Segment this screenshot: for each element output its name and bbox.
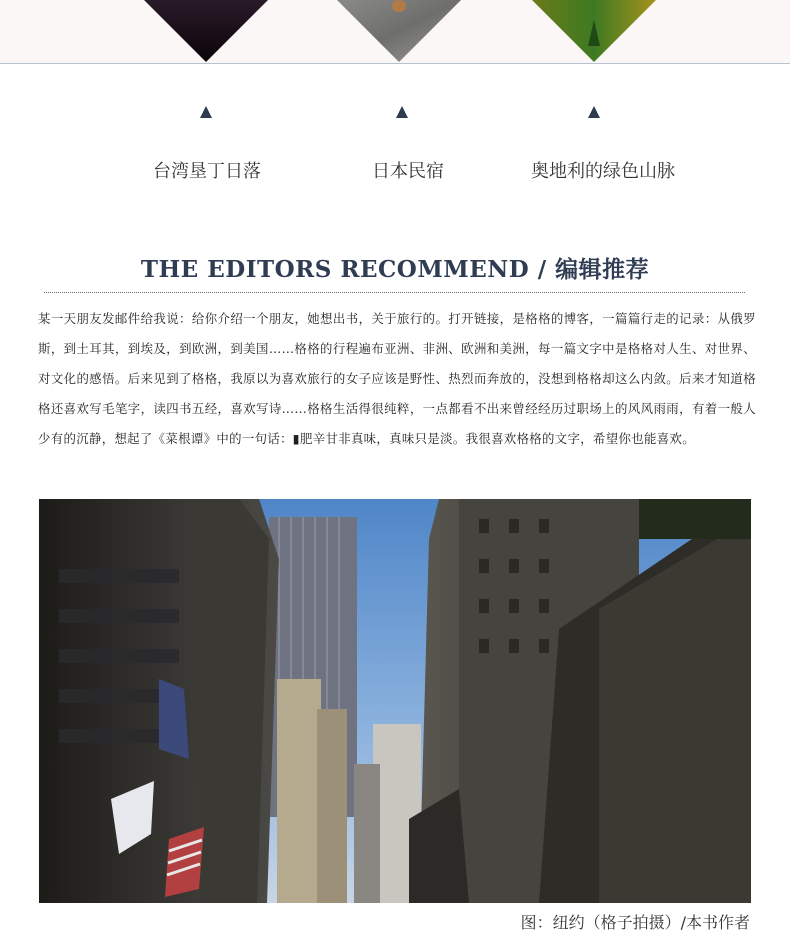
arrow-up-icon bbox=[396, 106, 408, 118]
caption-kenting-sunset: 台湾垦丁日落 bbox=[153, 161, 261, 182]
dotted-divider bbox=[44, 292, 745, 293]
caption-japan-inn: 日本民宿 bbox=[372, 161, 444, 182]
recommendation-text: 某一天朋友发邮件给我说：给你介绍一个朋友，她想出书，关于旅行的。打开链接，是格格的博客，一篇篇行走的记录：从俄罗斯，到土耳其，到埃及，到欧洲，到美国……格格的行程遍布亚洲、非洲、欧洲和美洲，每一篇文字中是格格对人生、对世界、对文化的感悟。后来见到了格格，我原以为喜欢旅行的女子应该是野性、热烈而奔放的，没想到格格却这么内敛。后来才知道格格还喜欢写毛笔字，读四书五经，喜欢写诗……格格生活得很纯粹，一点都看不出来曾经经历过职场上的风风雨雨，有着一般人少有的沉静，想起了《菜根谭》中的一句话：▮肥辛甘非真味，真味只是淡。我很喜欢格格的文字，希望你也能喜欢。 bbox=[38, 311, 756, 446]
photo-caption: 图：纽约（格子拍摄）/本书作者 bbox=[520, 913, 750, 932]
section-heading: THE EDITORS RECOMMEND / 编辑推荐 bbox=[140, 256, 650, 283]
top-divider bbox=[0, 63, 790, 64]
arrow-up-icon bbox=[200, 106, 212, 118]
thumb-kenting-sunset[interactable] bbox=[144, 0, 268, 62]
new-york-photo bbox=[39, 499, 751, 903]
thumb-austria-mountains[interactable] bbox=[532, 0, 656, 62]
thumb-japan-inn[interactable] bbox=[337, 0, 461, 62]
caption-austria-mountains: 奥地利的绿色山脉 bbox=[531, 161, 675, 182]
arrow-up-icon bbox=[588, 106, 600, 118]
